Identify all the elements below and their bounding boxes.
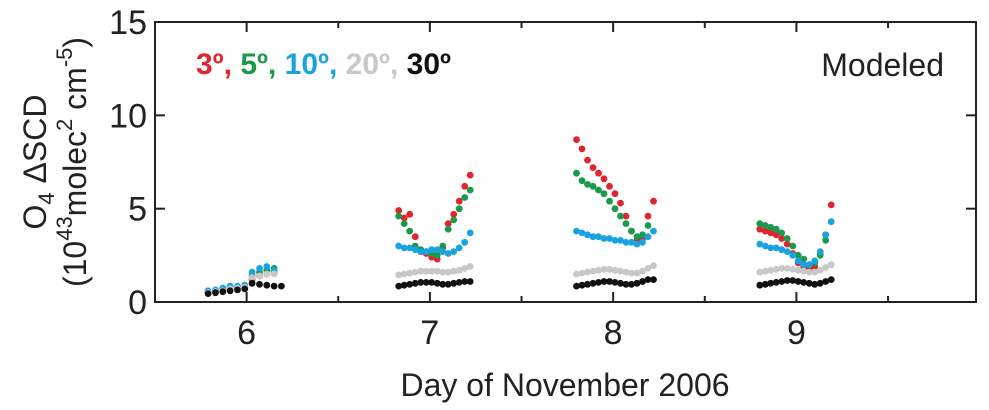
data-point — [784, 235, 791, 242]
data-point — [406, 211, 413, 218]
data-point — [212, 289, 219, 296]
x-tick-labels — [237, 314, 806, 352]
data-point — [778, 230, 785, 237]
series-1 — [205, 170, 829, 295]
data-point — [271, 271, 278, 278]
data-point — [205, 290, 212, 297]
legend-entry: 20º, — [337, 48, 399, 81]
y-tick-label: 0 — [128, 284, 147, 322]
series-4 — [205, 276, 835, 297]
data-point — [406, 228, 413, 235]
y-axis-title — [17, 37, 93, 287]
data-point — [639, 239, 646, 246]
data-point — [795, 258, 802, 265]
data-point — [828, 261, 835, 268]
data-point — [817, 248, 824, 255]
data-point — [606, 198, 613, 205]
x-tick-label: 8 — [603, 314, 623, 352]
data-point — [617, 213, 624, 220]
data-point — [806, 261, 813, 268]
data-point — [579, 146, 586, 153]
data-point — [278, 283, 285, 290]
data-point — [227, 287, 234, 294]
data-point — [789, 243, 796, 250]
data-point — [271, 283, 278, 290]
data-point — [606, 183, 613, 190]
series-0 — [205, 136, 835, 296]
data-point — [623, 220, 630, 227]
data-point — [828, 276, 835, 283]
data-point — [256, 281, 263, 288]
data-point — [601, 175, 608, 182]
data-point — [650, 262, 657, 269]
y-tick-label: 10 — [109, 97, 147, 136]
data-point — [595, 170, 602, 177]
data-point — [573, 170, 580, 177]
legend-entry: 10º, — [276, 48, 338, 81]
y-axis-title-line2: ($10^{43}molec^2$ $cm^{-5}$) — [52, 36, 93, 288]
data-point — [650, 228, 657, 235]
data-point — [219, 288, 226, 295]
data-point — [467, 187, 474, 194]
data-point — [612, 190, 619, 197]
data-point — [461, 239, 468, 246]
data-point — [650, 198, 657, 205]
data-point — [612, 205, 619, 212]
data-point — [789, 252, 796, 259]
y-axis-title-line1: $O_4$ ΔSCD — [17, 94, 59, 230]
data-point — [445, 226, 452, 233]
data-point — [450, 217, 457, 224]
data-point — [467, 172, 474, 179]
data-point — [234, 287, 241, 294]
data-point — [601, 190, 608, 197]
y-tick-labels — [109, 4, 147, 322]
legend — [196, 48, 451, 81]
x-tick-label: 7 — [420, 314, 440, 352]
data-point — [412, 233, 419, 240]
y-tick-label: 15 — [109, 4, 147, 42]
data-point — [467, 278, 474, 285]
legend-entry: 30º — [398, 48, 451, 81]
data-point — [263, 282, 270, 289]
series-3 — [205, 261, 835, 296]
legend-entry: 5º, — [231, 48, 277, 81]
data-point — [828, 218, 835, 225]
data-point — [573, 136, 580, 143]
x-tick-label: 6 — [237, 314, 257, 352]
data-point — [645, 233, 652, 240]
data-point — [461, 194, 468, 201]
data-point — [584, 157, 591, 164]
data-point — [828, 202, 835, 209]
x-tick-label: 9 — [786, 314, 806, 352]
data-point — [645, 222, 652, 229]
y-tick-label: 5 — [128, 190, 147, 229]
data-point — [650, 276, 657, 283]
data-point — [456, 245, 463, 252]
annotation-modeled: Modeled — [821, 47, 944, 83]
data-point — [395, 213, 402, 220]
data-point — [811, 258, 818, 265]
data-point — [401, 220, 408, 227]
data-points — [205, 136, 835, 297]
data-point — [256, 265, 263, 272]
data-point — [467, 230, 474, 237]
data-point — [467, 263, 474, 270]
data-point — [249, 280, 256, 287]
data-point — [263, 271, 270, 278]
data-point — [241, 286, 248, 293]
x-axis-title: Day of November 2006 — [400, 367, 730, 403]
data-point — [256, 273, 263, 280]
data-point — [628, 228, 635, 235]
data-point — [456, 205, 463, 212]
data-point — [617, 200, 624, 207]
data-point — [590, 164, 597, 171]
series-2 — [205, 218, 835, 294]
data-point — [645, 213, 652, 220]
legend-entry: 3º, — [196, 48, 232, 81]
data-point — [263, 263, 270, 270]
data-point — [822, 231, 829, 238]
